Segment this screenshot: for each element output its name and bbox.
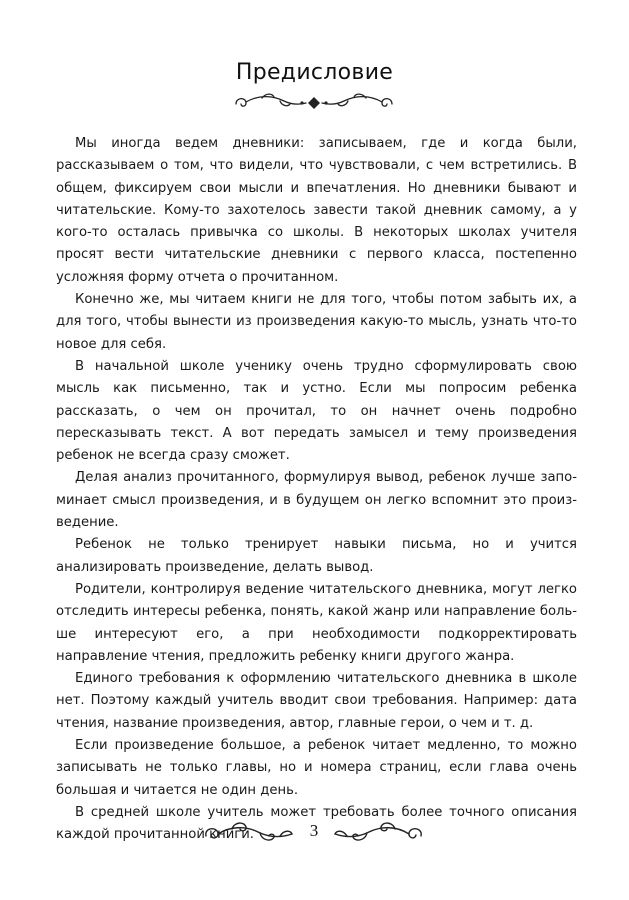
paragraph: В средней школе учитель может требовать более точного описания каждой прочитанной книги. xyxy=(56,804,577,843)
paragraph: Конечно же, мы читаем книги не для того, чтобы потом забыть их, а для того, чтобы вынести из произведения какую-то мысль, узнать что-то новое для себя. xyxy=(56,292,577,352)
flourish-left-icon xyxy=(202,820,296,848)
paragraph: Если произведение большое, а ребенок читает медленно, то можно записывать не только главы, но и номера страниц, если глава очень большая и читается не один день. xyxy=(56,738,577,798)
flourish-divider-icon xyxy=(232,91,396,113)
paragraph: Единого требования к оформлению читательского дневника в школе нет. Поэтому каждый учитель вводит свои требования. Например: дата чтения, название произведения, автор, главные герои, о чем и т. д. xyxy=(56,671,577,731)
flourish-right-icon xyxy=(331,820,425,848)
page-footer xyxy=(0,818,629,848)
preface-text xyxy=(56,133,577,847)
paragraph: Мы иногда ведем дневники: записываем, где и когда были, рассказываем о том, что видели, что чувствовали, с чем встретились. В общем, фиксируем свои мысли и впечатления. Но дневники бывают и читательские. Кому-то захотелось завести такой дневник самому, а у кого-то осталась привычка со школы. В некоторых школах учителя просят вести читательские дневники с первого класса, постепенно усложняя форму отчета о прочитанном. xyxy=(56,136,577,285)
paragraph: Родители, контролируя ведение читательского дневника, могут легко отследить интересы ребенка, понять, какой жанр или направление больше интересуют его, а при необходимости подкорректировать направление чтения, предложить ребенку книги другого жанра. xyxy=(56,581,577,664)
paragraph: Делая анализ прочитанного, формулируя вывод, ребенок лучше запоминает смысл произведения, и в будущем он легко вспомнит это произведение. xyxy=(56,470,577,531)
page-title: Предисловие xyxy=(235,60,394,85)
page-number: 3 xyxy=(309,821,319,840)
paragraph: Ребенок не только тренирует навыки письма, но и учится анализировать произведение, делать вывод. xyxy=(56,537,577,575)
paragraph: В начальной школе ученику очень трудно сформулировать свою мысль как письменно, так и устно. Если мы попросим ребенка рассказать, о чем он прочитал, то он начнет очень подробно пересказывать текст. А вот передать замысел и тему произведения ребенок не всегда сразу сможет. xyxy=(56,358,577,464)
